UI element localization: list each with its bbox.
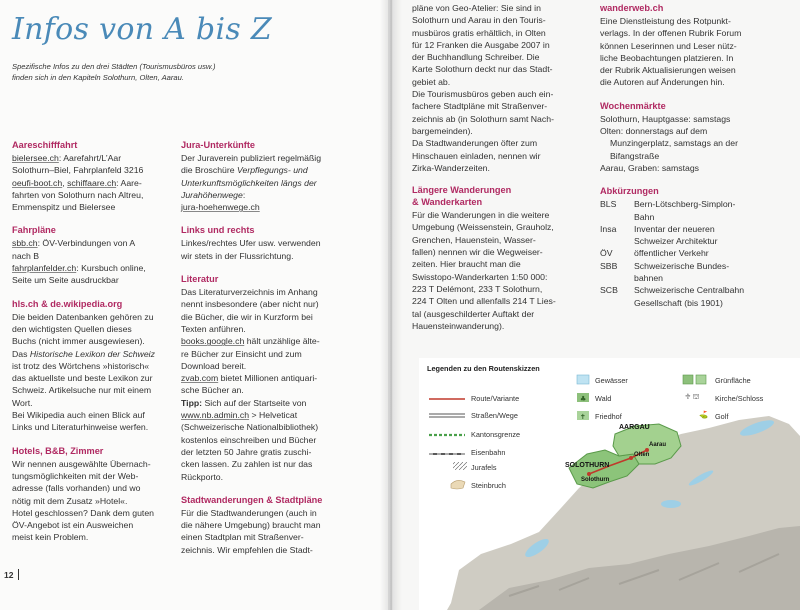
link-zvab[interactable]: zvab.com — [181, 373, 219, 384]
text: Aarau, Graben: samstags — [600, 162, 699, 173]
brochure-title: Jurahöhenwege — [181, 189, 243, 200]
text: tungsmöglichkeiten mit der Web- — [12, 470, 139, 481]
legend-roads-label: Straßen/Wege — [471, 411, 518, 420]
text: pläne von Geo-Atelier: Sie sind in — [412, 3, 541, 13]
link-bielersee[interactable]: bielersee.ch — [12, 153, 59, 163]
heading-hotels: Hotels, B&B, Zimmer — [12, 445, 104, 456]
page-number: 12 — [4, 570, 14, 580]
text: Texten anführen. — [181, 323, 246, 334]
text: 224 T Olten und allenfalls 214 T Lies- — [412, 296, 556, 307]
text: Buchs (nicht immer ausgewiesen). — [12, 336, 145, 347]
text: adresse (falls vorhanden) und wo — [12, 483, 141, 494]
church-icon: ♱ ⛫ — [685, 392, 700, 401]
link-nb-admin[interactable]: www.nb.admin.ch — [181, 410, 250, 421]
map-label-solothurn-city: Solothurn — [581, 477, 610, 483]
text: Grenchen, Hauenstein, Wasser- — [412, 234, 536, 245]
legend-water-label: Gewässer — [595, 376, 628, 385]
route-map — [419, 358, 800, 610]
legend-cemetery-label: Friedhof — [595, 412, 622, 421]
abbr-value — [634, 247, 790, 259]
column-2 — [181, 139, 359, 556]
golf-icon: ⛳ — [699, 410, 709, 419]
text: musbüros gratis erhältlich, in Olten — [412, 27, 546, 38]
table-row — [600, 223, 790, 248]
text: Olten: donnerstags auf dem — [600, 126, 708, 137]
table-row — [600, 198, 790, 223]
link-fahrplanfelder[interactable]: fahrplanfelder.ch — [12, 263, 77, 274]
text: verlags. In der offenen Rubrik Forum — [600, 28, 742, 39]
text: Hauensteinwanderung). — [412, 320, 505, 331]
map-legend-title: Legenden zu den Routenskizzen — [427, 364, 540, 373]
intro-line: finden sich in den Kapiteln Solothurn, Olten, Aarau. — [12, 72, 184, 82]
text: einen Stadtplan mit Straßenver- — [181, 532, 304, 543]
abbr-value — [634, 198, 790, 223]
text: ÖV-Angebot ist ein Ausweichen — [12, 520, 134, 531]
page-title: Infos von A bis Z — [12, 12, 273, 47]
text: Die Tourismusbüros geben auch ein- — [412, 89, 554, 100]
text: fachere Stadtpläne mit Straßenver- — [412, 101, 548, 112]
text: die Autoren auf Änderungen hin. — [600, 77, 725, 88]
text: re Bücher zur Einsicht und zum — [181, 348, 302, 359]
svg-text:✝: ✝ — [580, 413, 586, 421]
text: nennt insbesondere (aber nicht nur) — [181, 299, 319, 310]
text: Wir nennen ausgewählte Übernach- — [12, 458, 151, 469]
text: Karte Solothurn deckt nur das Stadt- — [412, 64, 553, 75]
heading-stadtwanderungen: Stadtwanderungen & Stadtpläne — [181, 494, 323, 505]
column-1 — [12, 139, 176, 544]
lake-lucerne — [661, 500, 681, 508]
text: : Aarefahrt/L’Aar — [58, 153, 122, 163]
abbr-value-line: Inventar der neueren — [634, 223, 715, 234]
text: Das Literaturverzeichnis im Anhang — [181, 287, 318, 298]
text: Seite um Seite ausdruckbar — [12, 275, 119, 286]
legend-canton-border-label: Kantonsgrenze — [471, 430, 521, 439]
text: können Leserinnen und Leser nütz- — [600, 40, 737, 51]
text: der letzten 50 Jahre gratis zuschi- — [181, 446, 312, 457]
brochure-title: Unterkunftsmöglichkeiten längs der — [181, 177, 317, 188]
abbr-value — [634, 223, 790, 248]
text: Swisstopo-Wanderkarten 1:50 000: — [412, 271, 548, 282]
text: Wort. — [12, 397, 33, 408]
text: fahrten von Solothurn nach Altreu, — [12, 189, 144, 200]
text: gebiet ab. — [412, 76, 451, 87]
abbr-value-line: öffentlicher Verkehr — [634, 248, 709, 259]
legend-green-symbol-2 — [696, 375, 706, 384]
svg-text:♣: ♣ — [580, 395, 587, 403]
text: Bei Wikipedia auch einen Blick auf — [12, 410, 145, 421]
heading-fahrplaene: Fahrpläne — [12, 225, 56, 236]
text: Linkes/rechtes Ufer usw. verwenden — [181, 238, 321, 249]
link-oeufi-boot[interactable]: oeufi-boot.ch — [12, 177, 63, 188]
abbr-key: ÖV — [600, 248, 613, 259]
abbr-value-line: bahnen — [634, 273, 663, 284]
legend-quarry-symbol — [451, 480, 465, 489]
text: kostenlos einschreiben und Bücher — [181, 434, 317, 445]
intro-text — [12, 62, 272, 83]
text: der Buchhandlung Schreiber. Die — [412, 52, 540, 63]
text: > Helveticat — [249, 410, 298, 421]
link-schiffaare[interactable]: schiffaare.ch — [67, 177, 117, 188]
legend-railway-label: Eisenbahn — [471, 448, 506, 457]
abbr-value — [634, 260, 790, 285]
text: Schweiz. Artikelsuche nur mit einem — [12, 385, 152, 396]
map-label-aargau: AARGAU — [619, 424, 650, 431]
heading-wochenmaerkte: Wochenmärkte — [600, 100, 666, 111]
text: das aktuellste und beste Lexikon zur — [12, 373, 153, 384]
legend-green-label: Grünfläche — [715, 376, 751, 385]
abbr-value-line: Bahn — [634, 211, 655, 222]
abbr-value-line: Gesellschaft (bis 1901) — [634, 297, 723, 308]
text: liche Beobachtungen platzieren. In — [600, 52, 734, 63]
text: zeichnis ab (in Solothurn samt Nach- — [412, 113, 554, 124]
text: Solothurn–Biel, Fahrplanfeld 3216 — [12, 165, 144, 176]
text: cken lassen. Zu zahlen ist nur das — [181, 459, 313, 470]
text: Solothurn, Hauptgasse: samstags — [600, 113, 731, 124]
legend-golf-label: Golf — [715, 412, 729, 421]
text: ist trotz des Wörtchens »historisch« — [12, 360, 150, 371]
abbreviations-table — [600, 198, 790, 309]
text: fallen) nennen wir die Wegweiser- — [412, 247, 543, 258]
table-row — [600, 260, 790, 285]
link-books-google[interactable]: books.google.ch — [181, 336, 245, 347]
text: : Kursbuch online, — [76, 263, 146, 274]
column-4 — [600, 2, 790, 309]
legend-green-symbol-1 — [683, 375, 693, 384]
text: Munzingerplatz, samstags an der — [610, 138, 738, 149]
text: nötig mit dem Zusatz »Hotel«. — [12, 495, 128, 506]
text: bietet Millionen antiquari- — [218, 373, 318, 384]
olten-dot — [629, 456, 633, 460]
abbr-key: BLS — [600, 199, 617, 210]
table-row — [600, 284, 790, 309]
legend-forest-label: Wald — [595, 394, 612, 403]
abbr-value-line: Bern-Lötschberg-Simplon- — [634, 199, 736, 210]
text: : ÖV-Verbindungen von A — [37, 238, 136, 249]
text: sche Bücher an. — [181, 385, 244, 396]
brochure-title: Verpflegungs- und — [237, 165, 308, 176]
heading-wanderkarten: & Wanderkarten — [412, 197, 483, 208]
legend-quarry-label: Steinbruch — [471, 481, 506, 490]
legend-jura-symbol — [453, 462, 467, 470]
map-label-solothurn-canton: SOLOTHURN — [565, 462, 610, 469]
heading-wanderweb[interactable]: wanderweb.ch — [600, 3, 664, 13]
map-label-aarau: Aarau — [649, 442, 667, 448]
text: Bifangstraße — [610, 150, 660, 161]
heading-literatur: Literatur — [181, 274, 219, 285]
text: Der Juraverein publiziert regelmäßig — [181, 153, 322, 163]
legend-water-symbol — [577, 375, 589, 384]
text: bargemeinden). — [412, 125, 473, 136]
text: Solothurn und Aarau in den Touris- — [412, 15, 546, 26]
text: Emmenspitz und Bielersee — [12, 202, 116, 213]
text: wir stets in der Flussrichtung. — [181, 250, 294, 261]
legend-jura-label: Jurafels — [471, 463, 497, 472]
text: Da Stadtwanderungen öfter zum — [412, 138, 538, 149]
intro-line: Spezifische Infos zu den drei Städten (Tourismusbüros usw.) — [12, 62, 216, 71]
text: Für die Wanderungen in die weitere — [412, 210, 550, 221]
text: Die beiden Datenbanken gehören zu — [12, 311, 154, 322]
map-label-olten: Olten — [634, 452, 650, 458]
abbr-value-line: Schweizer Architektur — [634, 236, 718, 247]
link-sbb[interactable]: sbb.ch — [12, 238, 38, 249]
text: für 12 Franken die Ausgabe 2007 in — [412, 39, 550, 50]
text: Links und Literaturhinweise werfen. — [12, 422, 149, 433]
heading-laengere-wanderungen: Längere Wanderungen — [412, 185, 512, 196]
text: Eine Dienstleistung des Rotpunkt- — [600, 16, 731, 26]
text: nach B — [12, 250, 40, 261]
solothurn-dot — [587, 472, 591, 476]
text: hält unzählige älte- — [244, 336, 320, 347]
heading-abkuerzungen: Abkürzungen — [600, 186, 659, 197]
text: Sich auf der Startseite von — [202, 397, 307, 408]
text: : — [242, 189, 246, 200]
abbr-value-line: Schweizerische Centralbahn — [634, 285, 745, 296]
text: : Aare- — [116, 177, 142, 188]
text: Zirka-Wanderzeiten. — [412, 162, 490, 173]
text: tal (ausgeschilderter Auftakt der — [412, 308, 535, 319]
heading-links-rechts: Links und rechts — [181, 225, 255, 236]
text: 223 T Delémont, 233 T Solothurn, — [412, 283, 543, 294]
text: , — [62, 177, 68, 188]
legend-church-label: Kirche/Schloss — [715, 394, 764, 403]
text: die Bücher, die wir in Kurzform bei — [181, 311, 313, 322]
abbr-value-line: Schweizerische Bundes- — [634, 260, 730, 271]
text: meist kein Problem. — [12, 532, 89, 543]
text: Für die Stadtwanderungen (auch in — [181, 507, 317, 518]
abbr-key: Insa — [600, 223, 617, 234]
text: Download bereit. — [181, 360, 247, 371]
abbr-key: SBB — [600, 260, 618, 271]
book-title: Historische Lexikon der Schweiz — [29, 348, 155, 359]
abbr-key: SCB — [600, 285, 618, 296]
heading-aareschifffahrt: Aareschifffahrt — [12, 140, 78, 150]
text: die nähere Umgebung) braucht man — [181, 520, 321, 531]
text: Hotel geschlossen? Dank dem guten — [12, 507, 154, 518]
text: zeiten. Hier braucht man die — [412, 259, 521, 270]
text: (Schweizerische Nationalbibliothek) — [181, 422, 319, 433]
tip-label: Tipp: — [181, 397, 203, 408]
legend-route-label: Route/Variante — [471, 394, 520, 403]
text: Das — [12, 348, 30, 359]
book-gutter — [380, 0, 402, 610]
column-3 — [412, 2, 590, 332]
abbr-value — [634, 284, 790, 309]
text: der Rubrik Aktualisierungen weisen — [600, 65, 736, 76]
link-jura-hoehenwege[interactable]: jura-hoehenwege.ch — [181, 202, 260, 213]
page-number-divider — [18, 569, 19, 580]
text: zeichnis. Wir empfehlen die Stadt- — [181, 544, 313, 555]
text: Umgebung (Weissenstein, Grauholz, — [412, 222, 554, 233]
text: Rückporto. — [181, 471, 224, 482]
heading-jura: Jura-Unterkünfte — [181, 140, 256, 150]
heading-hls: hls.ch & de.wikipedia.org — [12, 298, 123, 309]
table-row — [600, 247, 790, 259]
text: Hinschauen einladen, nennen wir — [412, 150, 541, 161]
text: die Broschüre — [181, 165, 238, 176]
text: den wichtigsten Quellen dieses — [12, 323, 132, 334]
